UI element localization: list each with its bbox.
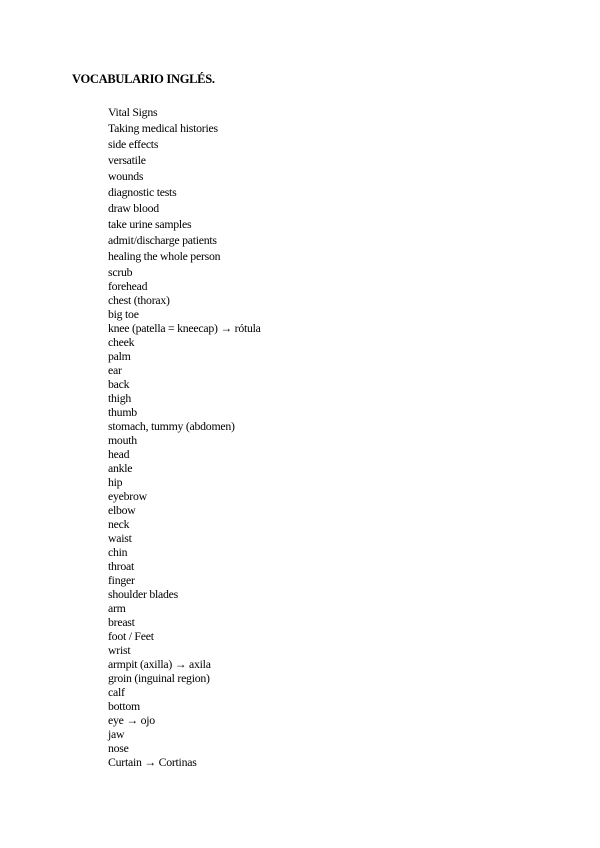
vocabulary-item: chin <box>108 545 128 559</box>
vocabulary-item: throat <box>108 559 135 573</box>
vocabulary-item: bottom <box>108 699 140 713</box>
vocabulary-item: draw blood <box>108 201 159 215</box>
vocabulary-item: side effects <box>108 137 159 151</box>
vocabulary-item: healing the whole person <box>108 249 221 263</box>
vocabulary-item: wrist <box>108 643 131 657</box>
vocabulary-item: jaw <box>108 727 125 741</box>
vocabulary-list <box>108 104 261 768</box>
vocabulary-item: head <box>108 447 130 461</box>
vocabulary-item: arm <box>108 601 126 615</box>
vocabulary-item: versatile <box>108 153 146 167</box>
vocabulary-item: cheek <box>108 335 135 349</box>
vocabulary-item: palm <box>108 349 131 363</box>
vocabulary-item: neck <box>108 517 130 531</box>
vocabulary-item: breast <box>108 615 135 629</box>
vocabulary-item: finger <box>108 573 135 587</box>
vocabulary-item: mouth <box>108 433 137 447</box>
vocabulary-item: Vital Signs <box>108 105 158 119</box>
document-title: VOCABULARIO INGLÉS. <box>72 72 215 86</box>
vocabulary-item: wounds <box>108 169 144 183</box>
vocabulary-item: take urine samples <box>108 217 192 231</box>
vocabulary-item: eyebrow <box>108 489 147 503</box>
vocabulary-item: forehead <box>108 279 148 293</box>
vocabulary-item: Curtain → Cortinas <box>108 755 197 769</box>
vocabulary-item: shoulder blades <box>108 587 178 601</box>
vocabulary-item: calf <box>108 685 125 699</box>
vocabulary-item: ankle <box>108 461 133 475</box>
vocabulary-item: foot / Feet <box>108 629 154 643</box>
vocabulary-item: scrub <box>108 265 133 279</box>
vocabulary-item: armpit (axilla) → axila <box>108 657 211 671</box>
vocabulary-item: thumb <box>108 405 137 419</box>
vocabulary-item: chest (thorax) <box>108 293 170 307</box>
vocabulary-item: hip <box>108 475 123 489</box>
vocabulary-item: groin (inguinal region) <box>108 671 210 685</box>
vocabulary-item: eye → ojo <box>108 713 155 727</box>
vocabulary-item: big toe <box>108 307 139 321</box>
vocabulary-item: back <box>108 377 130 391</box>
vocabulary-item: stomach, tummy (abdomen) <box>108 419 235 433</box>
vocabulary-item: nose <box>108 741 129 755</box>
vocabulary-item: diagnostic tests <box>108 185 177 199</box>
vocabulary-item: elbow <box>108 503 136 517</box>
vocabulary-item: ear <box>108 363 122 377</box>
vocabulary-item: thigh <box>108 391 132 405</box>
vocabulary-item: waist <box>108 531 132 545</box>
vocabulary-item: Taking medical histories <box>108 121 218 135</box>
vocabulary-item: knee (patella = kneecap) → rótula <box>108 321 261 335</box>
vocabulary-item: admit/discharge patients <box>108 233 217 247</box>
